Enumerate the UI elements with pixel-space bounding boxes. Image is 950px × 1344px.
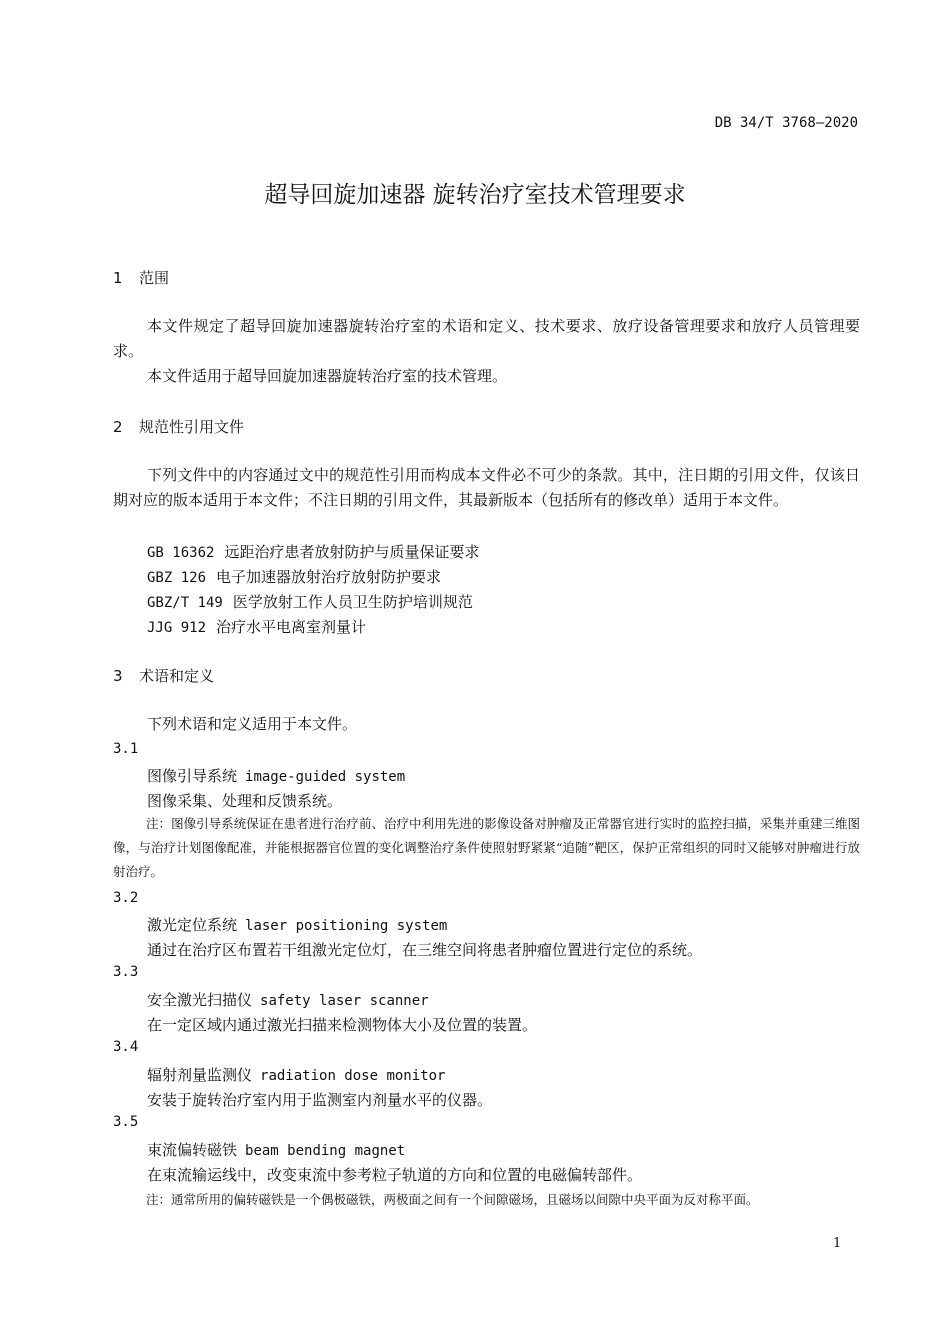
reference-title: 治疗水平电离室剂量计 — [216, 618, 367, 636]
term-en: laser positioning system — [245, 918, 448, 934]
term-heading — [147, 1064, 445, 1085]
note-label: 注： — [146, 1192, 172, 1207]
reference-title: 远距治疗患者放射防护与质量保证要求 — [224, 543, 480, 561]
page-number: 1 — [833, 1236, 842, 1251]
section-title: 术语和定义 — [139, 667, 215, 685]
reference-code: JJG 912 — [147, 620, 207, 636]
term-heading — [147, 1139, 405, 1160]
reference-title: 电子加速器放射治疗放射防护要求 — [216, 568, 442, 586]
reference-code: GB 16362 — [147, 545, 215, 561]
section-number: 1 — [113, 269, 123, 287]
section-number: 3 — [113, 667, 123, 685]
section-number: 2 — [113, 418, 123, 436]
section-title: 规范性引用文件 — [139, 418, 245, 436]
document-title: 超导回旋加速器 旋转治疗室技术管理要求 — [264, 182, 686, 208]
note-text: 图像引导系统保证在患者进行治疗前、治疗中利用先进的影像设备对肿瘤及正常器官进行实时的监控扫描，采集并重建三维图像，与治疗计划图像配准，并能根据器官位置的变化调整治疗条件使照射野紧紧“追随”靶区，保护正常组织的同时又能够对肿瘤进行放射治疗。 — [113, 816, 860, 879]
term-definition: 在束流输运线中，改变束流中参考粒子轨道的方向和位置的电磁偏转部件。 — [147, 1166, 643, 1184]
term-note — [146, 1190, 759, 1208]
reference-item — [147, 541, 479, 562]
note-text: 通常所用的偏转磁铁是一个偶极磁铁，两极面之间有一个间隙磁场，且磁场以间隙中央平面为反对称平面。 — [171, 1192, 759, 1207]
reference-code: GBZ 126 — [147, 570, 207, 586]
paragraph: 下列术语和定义适用于本文件。 — [147, 715, 358, 733]
term-number: 3.4 — [113, 1039, 139, 1055]
document-number: DB 34/T 3768—2020 — [714, 115, 858, 131]
paragraph: 下列文件中的内容通过文中的规范性引用而构成本文件必不可少的条款。其中，注日期的引用文件，仅该日期对应的版本适用于本文件；不注日期的引用文件，其最新版本（包括所有的修改单）适用于本文件。 — [113, 466, 860, 509]
term-en: beam bending magnet — [245, 1143, 406, 1159]
reference-title: 医学放射工作人员卫生防护培训规范 — [232, 593, 473, 611]
paragraph: 本文件规定了超导回旋加速器旋转治疗室的术语和定义、技术要求、放疗设备管理要求和放疗人员管理要求。 — [113, 317, 860, 360]
term-definition: 通过在治疗区布置若干组激光定位灯，在三维空间将患者肿瘤位置进行定位的系统。 — [147, 941, 703, 959]
term-en: radiation dose monitor — [260, 1068, 446, 1084]
reference-item — [147, 591, 473, 612]
reference-code: GBZ/T 149 — [147, 595, 223, 611]
section-title: 范围 — [139, 269, 170, 287]
term-zh: 激光定位系统 — [147, 916, 238, 934]
term-number: 3.2 — [113, 890, 139, 906]
term-heading — [147, 989, 429, 1010]
term-number: 3.1 — [113, 741, 139, 757]
term-definition: 在一定区域内通过激光扫描来检测物体大小及位置的装置。 — [147, 1016, 538, 1034]
term-definition: 图像采集、处理和反馈系统。 — [147, 792, 343, 810]
paragraph: 本文件适用于超导回旋加速器旋转治疗室的技术管理。 — [147, 367, 508, 385]
term-number: 3.3 — [113, 964, 139, 980]
term-zh: 辐射剂量监测仪 — [147, 1066, 253, 1084]
section-3-heading — [113, 665, 214, 686]
reference-item — [147, 566, 441, 587]
term-definition: 安装于旋转治疗室内用于监测室内剂量水平的仪器。 — [147, 1091, 493, 1109]
section-1-heading — [113, 267, 169, 288]
reference-item — [147, 616, 366, 637]
term-en: safety laser scanner — [260, 993, 429, 1009]
term-zh: 安全激光扫描仪 — [147, 991, 253, 1009]
term-note — [113, 812, 860, 884]
term-heading — [147, 765, 405, 786]
section-2-heading — [113, 416, 244, 437]
note-label: 注： — [146, 816, 172, 831]
term-zh: 束流偏转磁铁 — [147, 1141, 238, 1159]
term-en: image-guided system — [245, 769, 406, 785]
term-heading — [147, 914, 447, 935]
term-number: 3.5 — [113, 1114, 139, 1130]
term-zh: 图像引导系统 — [147, 767, 238, 785]
